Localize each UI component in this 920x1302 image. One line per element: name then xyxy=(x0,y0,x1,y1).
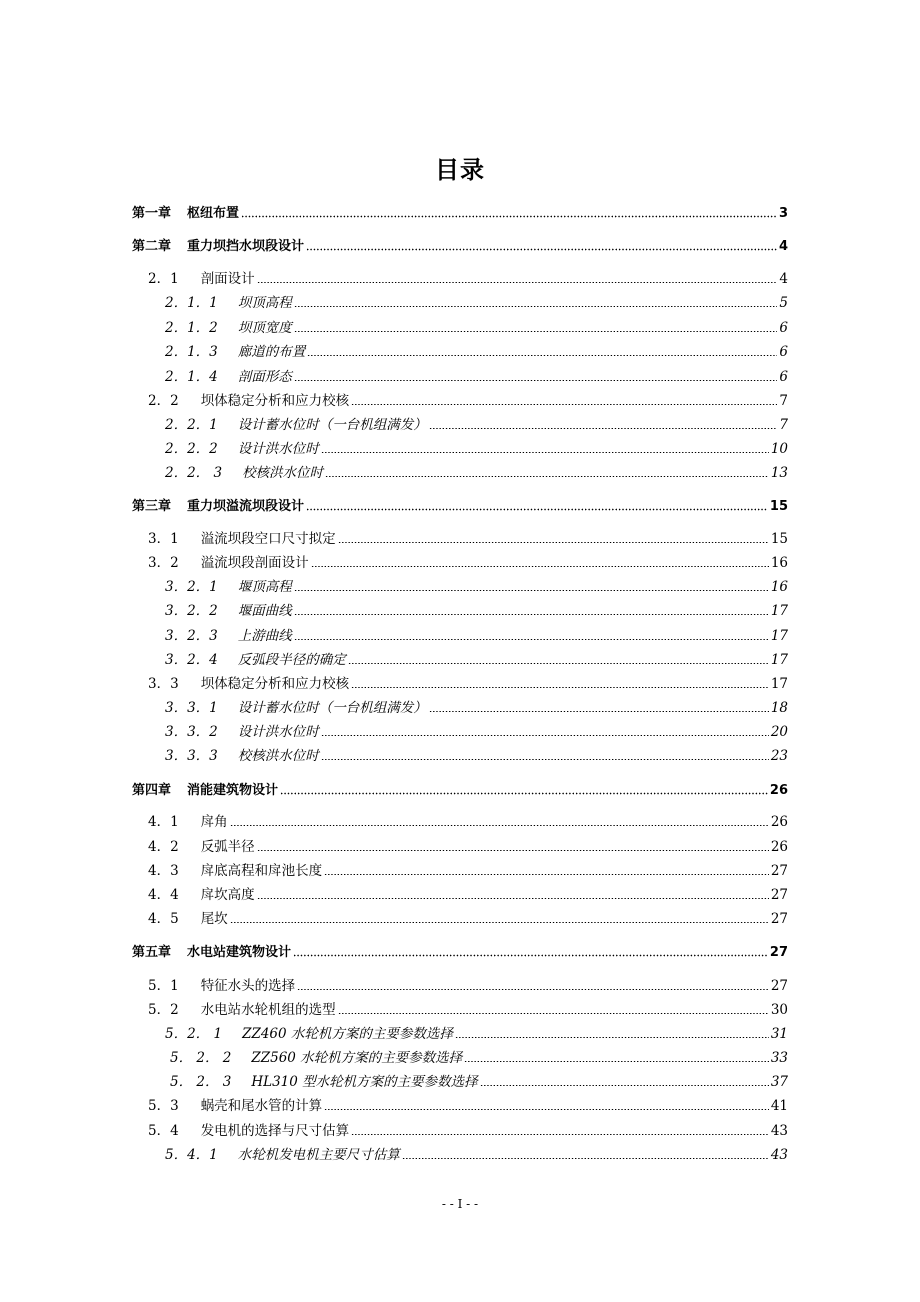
toc-leader-dots xyxy=(257,887,769,904)
toc-entry-number: 2．1．1 xyxy=(165,295,218,311)
toc-entry-page-number: 6 xyxy=(779,320,788,336)
toc-entry-number: 2．1．4 xyxy=(165,369,218,385)
toc-subsection-entry[interactable] xyxy=(165,625,788,645)
toc-subsection-entry[interactable] xyxy=(170,1047,788,1067)
toc-section-entry[interactable] xyxy=(148,528,788,548)
toc-entry-number: 3．1 xyxy=(148,531,179,547)
toc-entry-page-number: 5 xyxy=(779,295,788,311)
toc-entry-label: 戽底高程和戽池长度 xyxy=(200,863,323,879)
toc-entry-number: 5．3 xyxy=(148,1098,179,1114)
toc-entry-page-number: 15 xyxy=(769,499,788,514)
toc-chapter-entry[interactable] xyxy=(132,779,788,799)
toc-entry-label: 坝体稳定分析和应力校核 xyxy=(200,393,350,409)
toc-chapter-entry[interactable] xyxy=(132,235,788,255)
toc-entry-label: 剖面形态 xyxy=(237,369,292,385)
toc-leader-dots xyxy=(324,863,769,880)
page-title: 目录 xyxy=(435,156,485,184)
toc-entry-label: 设计蓄水位时（一台机组满发） xyxy=(237,417,427,433)
toc-entry-page-number: 26 xyxy=(770,839,788,855)
toc-entry-number: 5．2 xyxy=(148,1002,179,1018)
toc-subsection-entry[interactable] xyxy=(165,697,788,717)
toc-leader-dots xyxy=(429,417,778,434)
toc-entry-label: 水电站建筑物设计 xyxy=(187,945,292,960)
toc-subsection-entry[interactable] xyxy=(165,292,788,312)
toc-entry-label: 尾坎 xyxy=(200,911,228,927)
toc-leader-dots xyxy=(257,839,769,856)
toc-entry-label: 溢流坝段剖面设计 xyxy=(200,555,309,571)
toc-entry-number: 2．1 xyxy=(148,271,179,287)
toc-entry-number: 3．2．1 xyxy=(165,579,218,595)
toc-entry-number: 4．1 xyxy=(148,814,179,830)
toc-entry-page-number: 16 xyxy=(770,555,788,571)
toc-entry-label: 坝体稳定分析和应力校核 xyxy=(200,676,350,692)
toc-leader-dots xyxy=(351,676,769,693)
toc-subsection-entry[interactable] xyxy=(165,438,788,458)
toc-entry-page-number: 10 xyxy=(770,441,788,457)
toc-subsection-entry[interactable] xyxy=(165,341,788,361)
page-number: - - I - - xyxy=(441,1197,479,1211)
toc-entry-label: 反弧半径 xyxy=(200,839,255,855)
toc-entry-number: 3．2 xyxy=(148,555,179,571)
toc-leader-dots xyxy=(307,344,777,361)
toc-leader-dots xyxy=(455,1026,769,1043)
toc-entry-number: 第四章 xyxy=(132,783,172,798)
toc-subsection-entry[interactable] xyxy=(165,366,788,386)
toc-entry-label: 发电机的选择与尺寸估算 xyxy=(200,1123,350,1139)
toc-entry-number: 2．2 xyxy=(148,393,179,409)
toc-section-entry[interactable] xyxy=(148,1095,788,1115)
toc-section-entry[interactable] xyxy=(148,908,788,928)
toc-leader-dots xyxy=(311,555,769,572)
toc-section-entry[interactable] xyxy=(148,860,788,880)
toc-entry-label: 上游曲线 xyxy=(237,628,292,644)
toc-entry-label: 廊道的布置 xyxy=(237,344,306,360)
toc-section-entry[interactable] xyxy=(148,999,788,1019)
toc-entry-page-number: 6 xyxy=(779,369,788,385)
toc-section-entry[interactable] xyxy=(148,884,788,904)
toc-entry-number: 第一章 xyxy=(132,206,172,221)
toc-entry-number: 2．2．1 xyxy=(165,417,218,433)
toc-subsection-entry[interactable] xyxy=(165,462,788,482)
toc-entry-label: 剖面设计 xyxy=(200,271,255,287)
toc-entry-number: 5． 2． 3 xyxy=(170,1074,232,1090)
toc-entry-number: 第五章 xyxy=(132,945,172,960)
toc-entry-page-number: 26 xyxy=(769,783,788,798)
toc-entry-number: 5．1 xyxy=(148,978,179,994)
toc-entry-label: 坝顶高程 xyxy=(237,295,292,311)
toc-leader-dots xyxy=(294,628,769,645)
toc-section-entry[interactable] xyxy=(148,975,788,995)
toc-entry-page-number: 16 xyxy=(770,579,788,595)
toc-leader-dots xyxy=(294,369,778,386)
toc-entry-number: 2．1．2 xyxy=(165,320,218,336)
toc-entry-page-number: 17 xyxy=(770,628,788,644)
toc-leader-dots xyxy=(321,748,769,765)
toc-leader-dots xyxy=(294,603,769,620)
toc-section-entry[interactable] xyxy=(148,552,788,572)
toc-chapter-entry[interactable] xyxy=(132,495,788,515)
toc-entry-label: 蜗壳和尾水管的计算 xyxy=(200,1098,323,1114)
toc-entry-label: 设计洪水位时 xyxy=(237,441,319,457)
toc-subsection-entry[interactable] xyxy=(165,1144,788,1164)
toc-entry-number: 4．3 xyxy=(148,863,179,879)
toc-subsection-entry[interactable] xyxy=(165,721,788,741)
toc-entry-number: 2．2． 3 xyxy=(165,465,223,481)
toc-section-entry[interactable] xyxy=(148,1120,788,1140)
toc-entry-page-number: 6 xyxy=(779,344,788,360)
toc-entry-label: 校核洪水位时 xyxy=(242,465,324,481)
toc-leader-dots xyxy=(338,531,769,548)
toc-entry-number: 5．4 xyxy=(148,1123,179,1139)
toc-leader-dots xyxy=(293,944,768,961)
toc-leader-dots xyxy=(338,1002,769,1019)
toc-entry-page-number: 4 xyxy=(778,239,788,254)
toc-entry-label: 消能建筑物设计 xyxy=(187,783,279,798)
toc-leader-dots xyxy=(294,579,769,596)
toc-entry-number: 第三章 xyxy=(132,499,172,514)
toc-entry-number: 4．4 xyxy=(148,887,179,903)
toc-section-entry[interactable] xyxy=(148,390,788,410)
toc-entry-page-number: 31 xyxy=(770,1026,788,1042)
toc-leader-dots xyxy=(324,1098,769,1115)
toc-leader-dots xyxy=(230,911,769,928)
toc-leader-dots xyxy=(321,441,769,458)
toc-entry-label: 特征水头的选择 xyxy=(200,978,296,994)
toc-entry-number: 5．4．1 xyxy=(165,1147,218,1163)
toc-entry-page-number: 27 xyxy=(770,978,788,994)
toc-entry-page-number: 41 xyxy=(770,1098,788,1114)
toc-entry-label: 设计洪水位时 xyxy=(237,724,319,740)
toc-entry-page-number: 18 xyxy=(770,700,788,716)
toc-leader-dots xyxy=(351,1123,769,1140)
toc-subsection-entry[interactable] xyxy=(165,1023,788,1043)
toc-leader-dots xyxy=(402,1147,769,1164)
toc-entry-page-number: 43 xyxy=(770,1123,788,1139)
toc-entry-label: ZZ460 水轮机方案的主要参数选择 xyxy=(242,1026,453,1042)
toc-section-entry[interactable] xyxy=(148,811,788,831)
toc-entry-page-number: 37 xyxy=(770,1074,788,1090)
toc-entry-page-number: 27 xyxy=(770,863,788,879)
toc-entry-label: 枢纽布置 xyxy=(187,206,240,221)
toc-subsection-entry[interactable] xyxy=(165,649,788,669)
toc-leader-dots xyxy=(429,700,769,717)
toc-entry-label: 水电站水轮机组的选型 xyxy=(200,1002,336,1018)
toc-entry-page-number: 17 xyxy=(770,676,788,692)
toc-entry-page-number: 17 xyxy=(770,603,788,619)
toc-entry-number: 4．5 xyxy=(148,911,179,927)
toc-entry-page-number: 27 xyxy=(770,887,788,903)
toc-leader-dots xyxy=(280,782,768,799)
toc-entry-label: HL310 型水轮机方案的主要参数选择 xyxy=(251,1074,478,1090)
toc-entry-label: 水轮机发电机主要尺寸估算 xyxy=(237,1147,400,1163)
toc-entry-number: 3．2．2 xyxy=(165,603,218,619)
toc-entry-page-number: 15 xyxy=(770,531,788,547)
toc-entry-number: 3．3 xyxy=(148,676,179,692)
toc-entry-number: 4．2 xyxy=(148,839,179,855)
toc-entry-label: ZZ560 水轮机方案的主要参数选择 xyxy=(251,1050,463,1066)
toc-entry-label: 重力坝溢流坝段设计 xyxy=(187,499,305,514)
toc-entry-page-number: 27 xyxy=(770,911,788,927)
toc-leader-dots xyxy=(306,498,768,515)
toc-section-entry[interactable] xyxy=(148,673,788,693)
toc-leader-dots xyxy=(230,814,769,831)
toc-entry-page-number: 7 xyxy=(779,393,788,409)
toc-entry-page-number: 23 xyxy=(770,748,788,764)
toc-entry-label: 校核洪水位时 xyxy=(237,748,319,764)
toc-entry-page-number: 7 xyxy=(779,417,788,433)
toc-subsection-entry[interactable] xyxy=(165,414,788,434)
toc-entry-page-number: 30 xyxy=(770,1002,788,1018)
toc-entry-page-number: 4 xyxy=(779,271,788,287)
toc-entry-page-number: 33 xyxy=(770,1050,788,1066)
toc-entry-label: 戽坎高度 xyxy=(200,887,255,903)
toc-leader-dots xyxy=(294,295,778,312)
toc-entry-number: 2．1．3 xyxy=(165,344,218,360)
toc-entry-page-number: 26 xyxy=(770,814,788,830)
toc-entry-label: 堰面曲线 xyxy=(237,603,292,619)
toc-leader-dots xyxy=(257,271,778,288)
toc-entry-page-number: 13 xyxy=(770,465,788,481)
toc-entry-number: 3．3．2 xyxy=(165,724,218,740)
toc-entry-label: 重力坝挡水坝段设计 xyxy=(187,239,305,254)
toc-subsection-entry[interactable] xyxy=(165,317,788,337)
toc-entry-label: 溢流坝段空口尺寸拟定 xyxy=(200,531,336,547)
toc-entry-page-number: 43 xyxy=(770,1147,788,1163)
toc-entry-page-number: 27 xyxy=(769,945,788,960)
toc-leader-dots xyxy=(297,978,769,995)
toc-subsection-entry[interactable] xyxy=(165,745,788,765)
toc-entry-label: 坝顶宽度 xyxy=(237,320,292,336)
toc-leader-dots xyxy=(306,238,777,255)
toc-entry-number: 5．2． 1 xyxy=(165,1026,223,1042)
toc-entry-number: 3．2．4 xyxy=(165,652,218,668)
toc-entry-page-number: 3 xyxy=(778,206,788,221)
toc-entry-label: 戽角 xyxy=(200,814,228,830)
toc-entry-number: 2．2．2 xyxy=(165,441,218,457)
toc-entry-number: 第二章 xyxy=(132,239,172,254)
toc-section-entry[interactable] xyxy=(148,268,788,288)
toc-entry-number: 3．2．3 xyxy=(165,628,218,644)
toc-leader-dots xyxy=(321,724,769,741)
toc-chapter-entry[interactable] xyxy=(132,202,788,222)
toc-leader-dots xyxy=(464,1050,769,1067)
toc-entry-number: 3．3．1 xyxy=(165,700,218,716)
toc-leader-dots xyxy=(241,205,777,222)
toc-entry-page-number: 20 xyxy=(770,724,788,740)
toc-subsection-entry[interactable] xyxy=(165,576,788,596)
toc-leader-dots xyxy=(348,652,769,669)
toc-entry-label: 设计蓄水位时（一台机组满发） xyxy=(237,700,427,716)
toc-entry-label: 堰顶高程 xyxy=(237,579,292,595)
toc-leader-dots xyxy=(294,320,778,337)
toc-entry-number: 5． 2． 2 xyxy=(170,1050,232,1066)
toc-entry-label: 反弧段半径的确定 xyxy=(237,652,346,668)
toc-section-entry[interactable] xyxy=(148,836,788,856)
toc-leader-dots xyxy=(351,393,777,410)
toc-chapter-entry[interactable] xyxy=(132,941,788,961)
toc-subsection-entry[interactable] xyxy=(165,600,788,620)
toc-subsection-entry[interactable] xyxy=(170,1071,788,1091)
toc-entry-number: 3．3．3 xyxy=(165,748,218,764)
toc-leader-dots xyxy=(325,465,769,482)
toc-entry-page-number: 17 xyxy=(770,652,788,668)
toc-leader-dots xyxy=(480,1074,769,1091)
